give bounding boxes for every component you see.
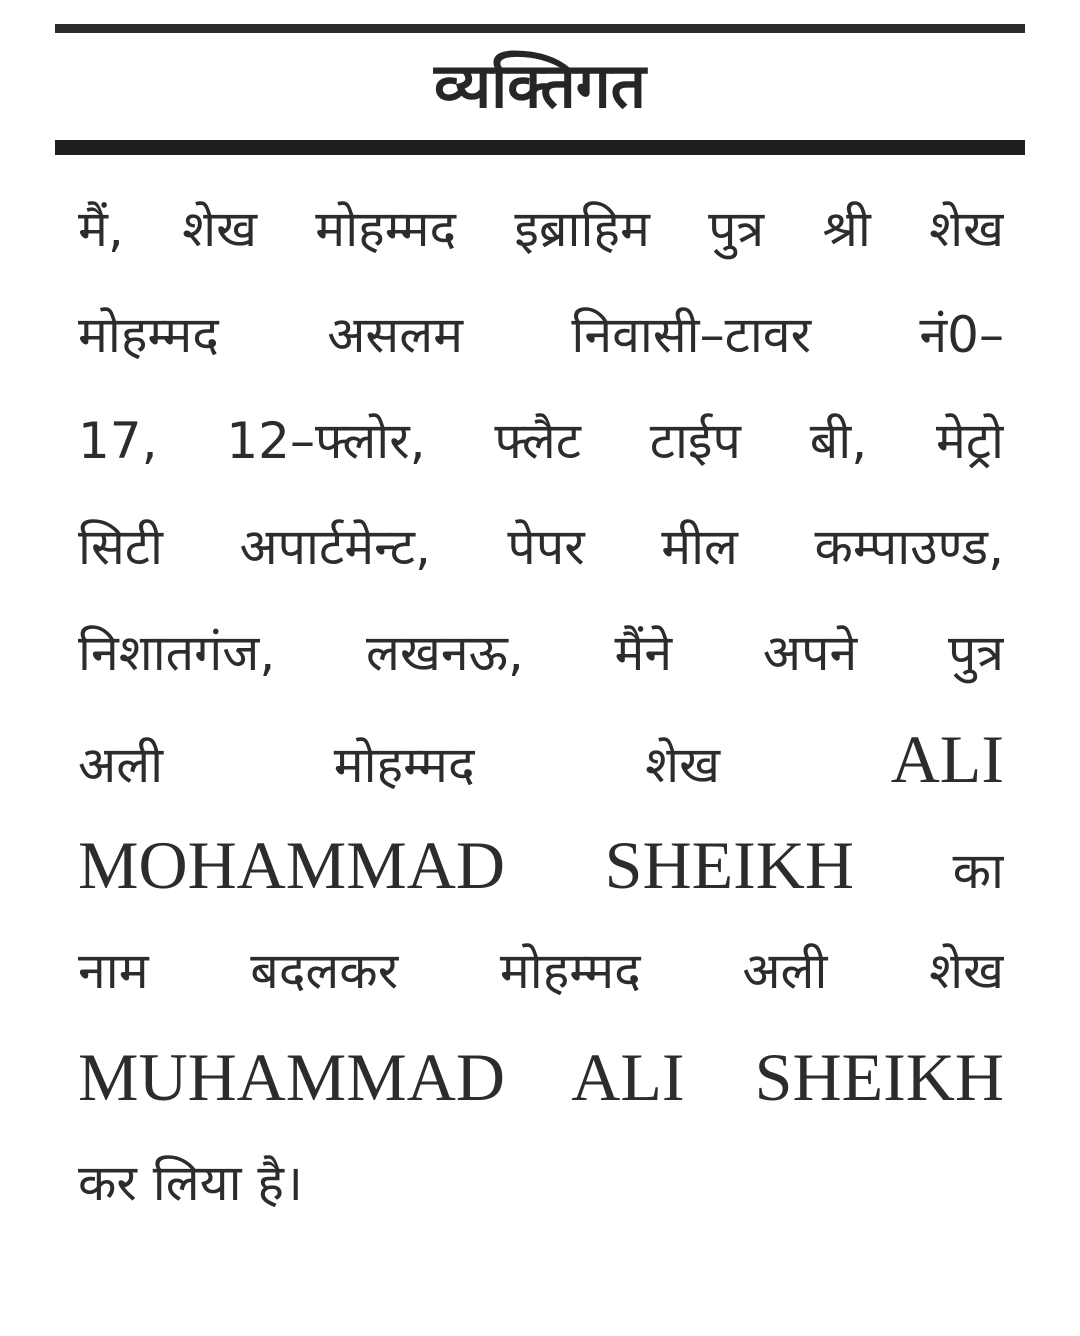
notice-heading: व्यक्तिगत bbox=[433, 49, 647, 122]
body-line: अली मोहम्मद शेख ALI bbox=[78, 721, 1004, 797]
notice-body bbox=[78, 176, 1004, 1236]
body-line: मैं, शेख मोहम्मद इब्राहिम पुत्र श्री शेख bbox=[78, 200, 1004, 258]
bottom-rule bbox=[55, 140, 1025, 155]
top-rule bbox=[55, 24, 1025, 33]
body-line: निशातगंज, लखनऊ, मैंने अपने पुत्र bbox=[78, 624, 1004, 682]
latin-name-text: ALI bbox=[890, 721, 1004, 797]
body-line: सिटी अपार्टमेन्ट, पेपर मील कम्पाउण्ड, bbox=[78, 518, 1004, 576]
body-line: मोहम्मद असलम निवासी–टावर नं0– bbox=[78, 306, 1004, 364]
body-line: 17, 12–फ्लोर, फ्लैट टाईप बी, मेट्रो bbox=[78, 412, 1004, 470]
body-line: कर लिया है। bbox=[78, 1154, 303, 1212]
latin-name-text: MOHAMMAD SHEIKH bbox=[78, 827, 854, 903]
body-line: MOHAMMAD SHEIKH का bbox=[78, 827, 1004, 903]
body-line: MUHAMMAD ALI SHEIKH bbox=[78, 1039, 1004, 1115]
body-line: नाम बदलकर मोहम्मद अली शेख bbox=[78, 942, 1004, 1000]
